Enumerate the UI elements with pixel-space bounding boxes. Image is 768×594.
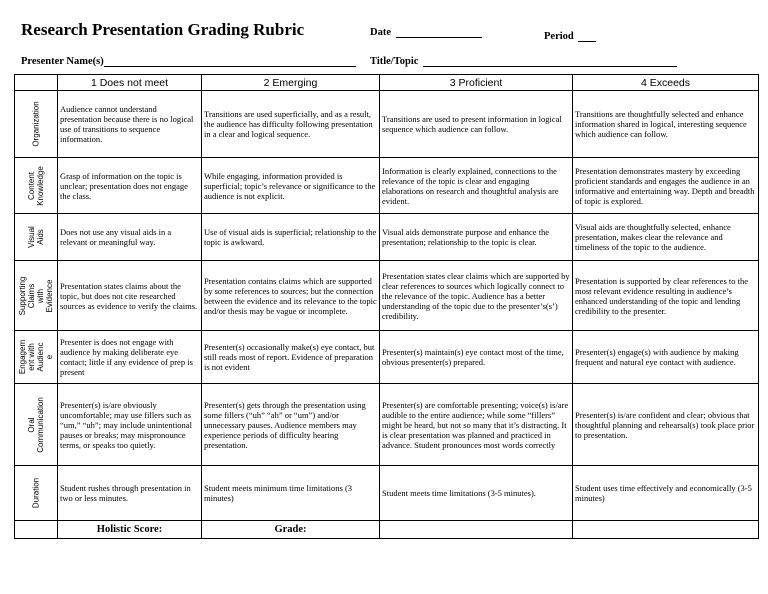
rubric-cell: Transitions are used superficially, and as a result, the audience has difficulty following presentation in a clear and logical sequence. bbox=[202, 91, 380, 158]
footer-empty bbox=[15, 521, 58, 539]
criterion-label: Engagem ent with Audienc e bbox=[18, 339, 54, 375]
col-header: 3 Proficient bbox=[380, 75, 573, 91]
rubric-cell: Student uses time effectively and economically (3-5 minutes) bbox=[573, 466, 759, 521]
grade-label: Grade: bbox=[202, 521, 380, 539]
criterion-label: Organization bbox=[31, 101, 41, 147]
criterion-cell bbox=[15, 384, 58, 466]
rubric-cell: Presenter(s) gets through the presentation using some fillers (“uh” “ah” or “um”) and/or unnecessary pauses. Audience members may experience periods of difficulty hearing presentation. bbox=[202, 384, 380, 466]
rubric-cell: Visual aids demonstrate purpose and enhance the presentation; relationship to the topic is clear. bbox=[380, 214, 573, 261]
rubric-cell: Presentation states clear claims which are supported by clear references to sources which logically connect to the relevance of the topic. Audience has a better understanding of the topic due to the presenter’s(s’) credibility. bbox=[380, 261, 573, 331]
rubric-cell: While engaging, information provided is superficial; topic’s relevance or significance to the audience is not explicit. bbox=[202, 158, 380, 214]
footer-empty bbox=[380, 521, 573, 539]
rubric-cell: Student meets time limitations (3-5 minutes). bbox=[380, 466, 573, 521]
rubric-cell: Does not use any visual aids in a relevant or meaningful way. bbox=[58, 214, 202, 261]
rubric-cell: Presenter(s) is/are obviously uncomfortable; may use fillers such as “um,” “uh”; may include unintentional pauses or breaks; may mispronounce terms, or speaks too quietly. bbox=[58, 384, 202, 466]
rubric-row bbox=[15, 384, 759, 466]
holistic-score-label: Holistic Score: bbox=[58, 521, 202, 539]
period-field[interactable] bbox=[578, 41, 596, 42]
rubric-row bbox=[15, 158, 759, 214]
topic-field[interactable] bbox=[423, 66, 677, 67]
criterion-label: Content Knowledge bbox=[27, 165, 45, 206]
rubric-cell: Visual aids are thoughtfully selected, enhance presentation, makes clear the relevance and timeliness of the topic to the audience. bbox=[573, 214, 759, 261]
rubric-row bbox=[15, 331, 759, 384]
rubric-row bbox=[15, 466, 759, 521]
rubric-cell: Presenter(s) occasionally make(s) eye contact, but still reads most of report. Evidence of preparation is not evident bbox=[202, 331, 380, 384]
rubric-cell: Presentation demonstrates mastery by exceeding proficient standards and engages the audience in an informative and entertaining way. Depth and breadth of topic is explored. bbox=[573, 158, 759, 214]
criterion-cell bbox=[15, 158, 58, 214]
rubric-cell: Information is clearly explained, connections to the relevance of the topic is clear and engaging elaborations on research and thoughtful analysis are evident. bbox=[380, 158, 573, 214]
rubric-cell: Presenter is does not engage with audience by making deliberate eye contact; little if any evidence of prep is present bbox=[58, 331, 202, 384]
criterion-cell bbox=[15, 214, 58, 261]
rubric-cell: Student rushes through presentation in two or less minutes. bbox=[58, 466, 202, 521]
rubric-cell: Transitions are used to present information in logical sequence which audience can follow. bbox=[380, 91, 573, 158]
rubric-cell: Presentation states claims about the topic, but does not cite researched sources as evidence to verify the claims. bbox=[58, 261, 202, 331]
rubric-cell: Presenter(s) are comfortable presenting; voice(s) is/are audible to the entire audience; while some “fillers” might be heard, but not so many that it’s distracting. It is clear presentation was planned and practiced in advance. Student pronounces most words correctly bbox=[380, 384, 573, 466]
rubric-cell: Use of visual aids is superficial; relationship to the topic is awkward. bbox=[202, 214, 380, 261]
col-header: 2 Emerging bbox=[202, 75, 380, 91]
rubric-cell: Transitions are thoughtfully selected and enhance information shared in logical, interesting sequence which audience can follow. bbox=[573, 91, 759, 158]
rubric-title: Research Presentation Grading Rubric bbox=[21, 20, 305, 39]
criterion-cell bbox=[15, 331, 58, 384]
presenter-label: Presenter Name(s) bbox=[21, 56, 104, 67]
rubric-cell: Grasp of information on the topic is unclear; presentation does not engage the class. bbox=[58, 158, 202, 214]
date-label: Date bbox=[370, 27, 391, 38]
presenter-field[interactable] bbox=[104, 66, 356, 67]
date-field[interactable] bbox=[396, 37, 482, 38]
rubric-cell: Presenter(s) engage(s) with audience by making frequent and natural eye contact with audience. bbox=[573, 331, 759, 384]
rubric-cell: Presenter(s) is/are confident and clear; obvious that thoughtful planning and rehearsal(s) took place prior to presentation. bbox=[573, 384, 759, 466]
criterion-cell bbox=[15, 261, 58, 331]
rubric-cell: Presenter(s) maintain(s) eye contact most of the time, obvious presenter(s) prepared. bbox=[380, 331, 573, 384]
criterion-cell bbox=[15, 466, 58, 521]
criterion-label: Duration bbox=[31, 477, 41, 509]
rubric-cell: Presentation contains claims which are supported by some references to sources; but the connection between the evidence and its relevance to the topic and/or thesis may be vague or incomplete. bbox=[202, 261, 380, 331]
period-label: Period bbox=[544, 31, 574, 42]
rubric-cell: Audience cannot understand presentation because there is no logical use of transitions to sequence information. bbox=[58, 91, 202, 158]
criterion-cell bbox=[15, 91, 58, 158]
criterion-label: Visual Aids bbox=[27, 226, 45, 248]
topic-label: Title/Topic bbox=[370, 56, 419, 67]
rubric-row bbox=[15, 214, 759, 261]
col-header: 4 Exceeds bbox=[573, 75, 759, 91]
corner-cell bbox=[15, 75, 58, 91]
rubric-cell: Student meets minimum time limitations (3 minutes) bbox=[202, 466, 380, 521]
rubric-row bbox=[15, 261, 759, 331]
rubric-cell: Presentation is supported by clear references to the most relevant evidence resulting in audience’s enhanced understanding of the topic and lending credibility to the presenter. bbox=[573, 261, 759, 331]
criterion-label: Supporting Claims with Evidence bbox=[18, 276, 54, 315]
col-header: 1 Does not meet bbox=[58, 75, 202, 91]
rubric-table bbox=[14, 74, 759, 539]
criterion-label: Oral Communication bbox=[27, 396, 45, 453]
footer-empty bbox=[573, 521, 759, 539]
rubric-row bbox=[15, 91, 759, 158]
